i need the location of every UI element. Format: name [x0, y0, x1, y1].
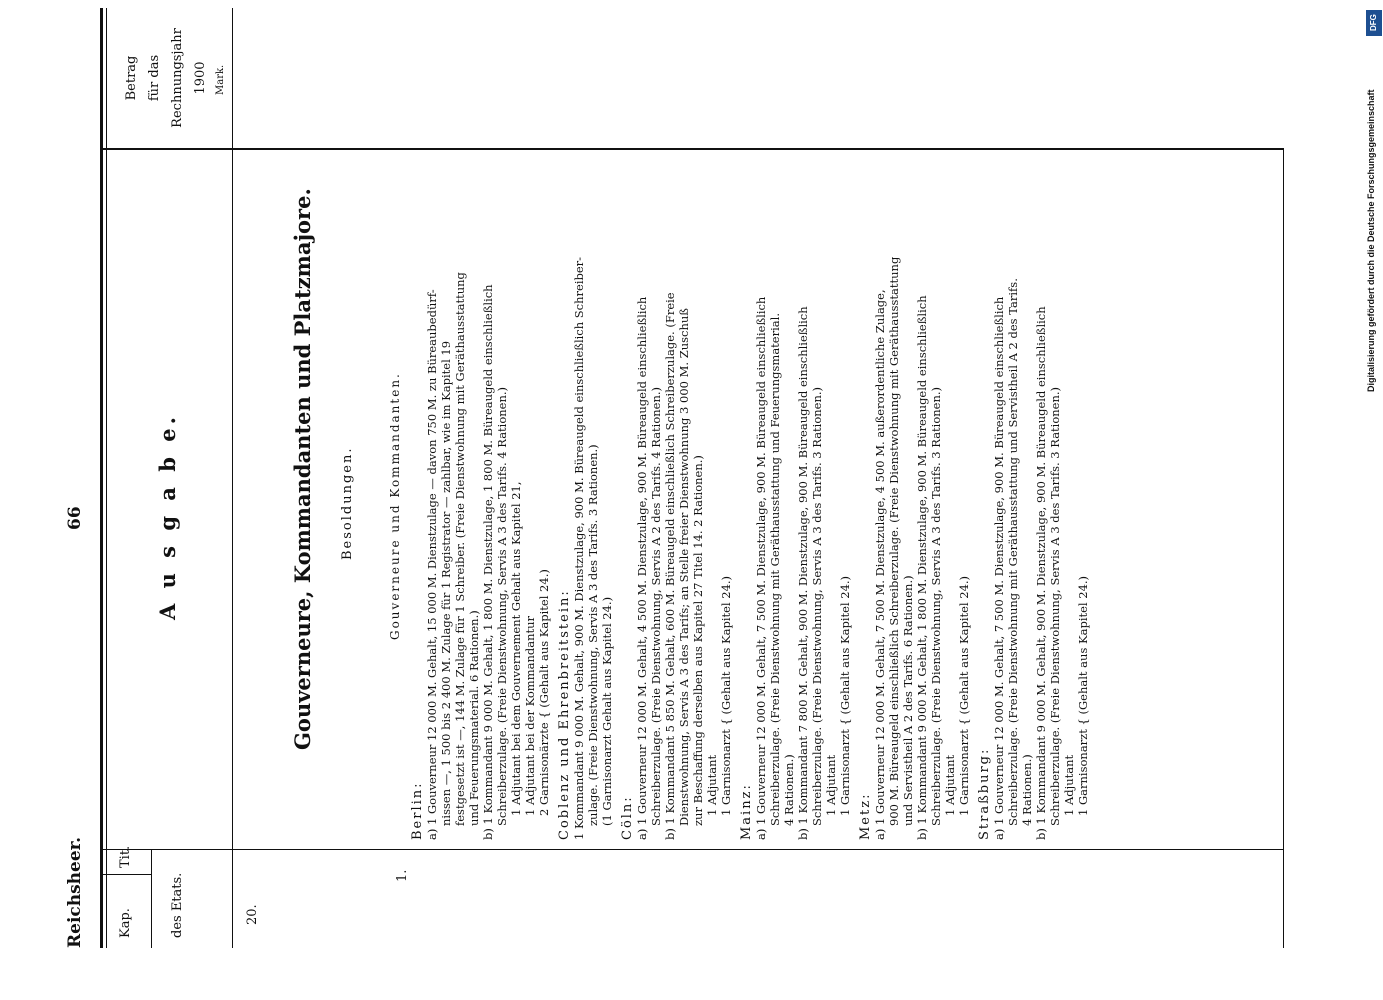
entry-line: a) 1 Gouverneur 12 000 M. Gehalt, 15 000 M. Dienstzulage — davon 750 M. zu Büreaubedürf- [425, 289, 439, 840]
heading-ausgabe: A u s g a b e. [155, 413, 180, 620]
entry-line: und Feuerungsmaterial. 6 Rationen.) [467, 610, 481, 826]
entry-line: und Servistheil A 2 des Tarifs. 6 Rationen.) [901, 575, 915, 826]
entry-line: Schreiberzulage. (Freie Dienstwohnung, Servis A 3 des Tarifs. 3 Rationen.) [1048, 386, 1062, 826]
entry-line: a) 1 Gouverneur 12 000 M. Gehalt, 7 500 M. Dienstzulage, 4 500 M. außerordentliche Zulage, [873, 289, 887, 840]
entry-line: Schreiberzulage. (Freie Dienstwohnung, Servis A 3 des Tarifs. 4 Rationen.) [495, 386, 509, 826]
city-heading: Berlin: [410, 781, 425, 840]
kapitel-number: 20. [245, 904, 260, 925]
entry-line: 1 Garnisonarzt { (Gehalt aus Kapitel 24.) [719, 575, 733, 816]
entry-line: 2 Garnisonärzte { (Gehalt aus Kapitel 24.) [537, 569, 551, 816]
city-heading: Coblenz und Ehrenbreitstein: [557, 589, 572, 840]
column-rule-left [103, 849, 1283, 850]
entry-line: 900 M. Büreaugeld einschließlich Schreiberzulage. (Freie Dienstwohnung mit Geräthausstattung [887, 256, 901, 826]
entry-line: a) 1 Gouverneur 12 000 M. Gehalt, 4 500 M. Dienstzulage, 900 M. Büreaugeld einschließlich [635, 296, 649, 840]
entry-mainz [739, 160, 852, 840]
running-header: Reichsheer. [65, 837, 85, 948]
entry-line: Schreiberzulage. (Freie Dienstwohnung mit Geräthausstattung und Feuerungsmaterial. [768, 313, 782, 826]
entry-line: 1 Garnisonarzt { (Gehalt aus Kapitel 24.) [838, 575, 852, 816]
etats-column-header: des Etats. [170, 872, 185, 938]
entry-line: (1 Garnisonarzt Gehalt aus Kapitel 24.) [600, 596, 614, 826]
city-heading: Metz: [858, 792, 873, 840]
betrag-column-header [120, 8, 212, 148]
entry-line: zur Beschaffung derselben aus Kapitel 27 Titel 14. 2 Rationen.) [691, 455, 705, 826]
betrag-line: für das [147, 54, 162, 102]
column-rule-tit [103, 874, 151, 875]
section-title: Gouverneure, Kommandanten und Platzmajore. [290, 188, 315, 750]
subheading: Besoldungen. [340, 446, 355, 560]
entry-line: a) 1 Gouverneur 12 000 M. Gehalt, 7 500 M. Dienstzulage, 900 M. Büreaugeld einschließlich [754, 296, 768, 840]
entry-line: Schreiberzulage. (Freie Dienstwohnung, Servis A 3 des Tarifs. 3 Rationen.) [929, 386, 943, 826]
dfg-badge: DFG [1366, 10, 1382, 36]
entry-line: 4 Rationen.) [782, 754, 796, 826]
entry-line: 1 Garnisonarzt { (Gehalt aus Kapitel 24.) [957, 575, 971, 816]
entry-line: 1 Adjutant bei der Kommandantur [523, 615, 537, 816]
entry-strassburg [977, 160, 1090, 840]
entry-line: b) 1 Kommandant 9 000 M. Gehalt, 900 M. Dienstzulage, 900 M. Büreaugeld einschließlich [1034, 306, 1048, 840]
entry-line: b) 1 Kommandant 7 800 M. Gehalt, 900 M. Dienstzulage, 900 M. Büreaugeld einschließlich [796, 306, 810, 840]
entry-line: Schreiberzulage. (Freie Dienstwohnung, Servis A 2 des Tarifs. 4 Rationen.) [649, 386, 663, 826]
entry-line: 1 Adjutant [1062, 754, 1076, 816]
betrag-line: Rechnungsjahr [170, 28, 185, 128]
entry-line: b) 1 Kommandant 9 000 M. Gehalt, 1 800 M. Dienstzulage, 900 M. Büreaugeld einschließlich [915, 295, 929, 840]
entry-line: Schreiberzulage. (Freie Dienstwohnung mit Geräthausstattung und Servistheil A 2 des Tarifs. [1006, 278, 1020, 826]
entry-line: Dienstwohnung, Servis A 3 des Tarifs; an Stelle freier Dienstwohnung 3 000 M. Zuschuß [677, 308, 691, 826]
tit-column-header: Tit. [118, 845, 133, 868]
entry-line: zulage. (Freie Dienstwohnung, Servis A 3 des Tarifs. 3 Rationen.) [586, 444, 600, 826]
entry-line: 1 Adjutant [824, 754, 838, 816]
page-number: 66 [65, 506, 85, 530]
subsection-heading: Gouverneure und Kommandanten. [388, 372, 402, 640]
column-rule-right [103, 148, 1283, 150]
entry-line: 1 Adjutant bei dem Gouvernement Gehalt aus Kapitel 21, [509, 481, 523, 816]
mark-unit-label: Mark. [215, 64, 226, 95]
betrag-line: Betrag [124, 55, 139, 101]
entry-line: b) 1 Kommandant 5 850 M. Gehalt, 600 M. Büreaugeld einschließlich Schreiberzulage. (Freie [663, 292, 677, 840]
city-heading: Straßburg: [977, 747, 992, 840]
kap-column-header: Kap. [118, 908, 133, 938]
city-heading: Mainz: [739, 783, 754, 840]
entry-berlin [410, 160, 551, 840]
dfg-credit-text: Digitalisierung gefördert durch die Deutsche Forschungsgemeinschaft [1366, 89, 1376, 392]
entry-line: 1 Kommandant 9 000 M. Gehalt, 900 M. Dienstzulage, 900 M. Büreaugeld einschließlich Schreiber- [572, 256, 586, 840]
entry-line: a) 1 Gouverneur 12 000 M. Gehalt, 7 500 M. Dienstzulage, 900 M. Büreaugeld einschließlich [992, 296, 1006, 840]
bottom-rule [1283, 148, 1284, 948]
entry-line: Schreiberzulage. (Freie Dienstwohnung, Servis A 3 des Tarifs. 3 Rationen.) [810, 386, 824, 826]
titel-number: 1. [395, 869, 410, 882]
entry-coblenz [557, 160, 614, 840]
entry-line: 1 Adjutant [705, 754, 719, 816]
entry-line: 4 Rationen.) [1020, 754, 1034, 826]
city-heading: Cöln: [620, 795, 635, 840]
entry-metz [858, 160, 971, 840]
dfg-credit [1366, 10, 1382, 390]
entry-line: b) 1 Kommandant 9 000 M. Gehalt, 1 800 M. Dienstzulage, 1 800 M. Büreaugeld einschließlich [481, 284, 495, 840]
kap-tit-divider [151, 850, 152, 948]
entry-line: festgesetzt ist —, 144 M. Zulage für 1 Schreiber. (Freie Dienstwohnung mit Geräthausstattung [453, 272, 467, 826]
entry-line: 1 Adjutant [943, 754, 957, 816]
entry-coeln [620, 160, 733, 840]
entry-line: nissen —, 1 500 bis 2 400 M. Zulage für 1 Registrator — zahlbar, wie im Kapitel 19 [439, 340, 453, 826]
entry-line: 1 Garnisonarzt { (Gehalt aus Kapitel 24.) [1076, 575, 1090, 816]
betrag-line: 1900 [193, 61, 208, 95]
entries-block [410, 160, 1090, 840]
